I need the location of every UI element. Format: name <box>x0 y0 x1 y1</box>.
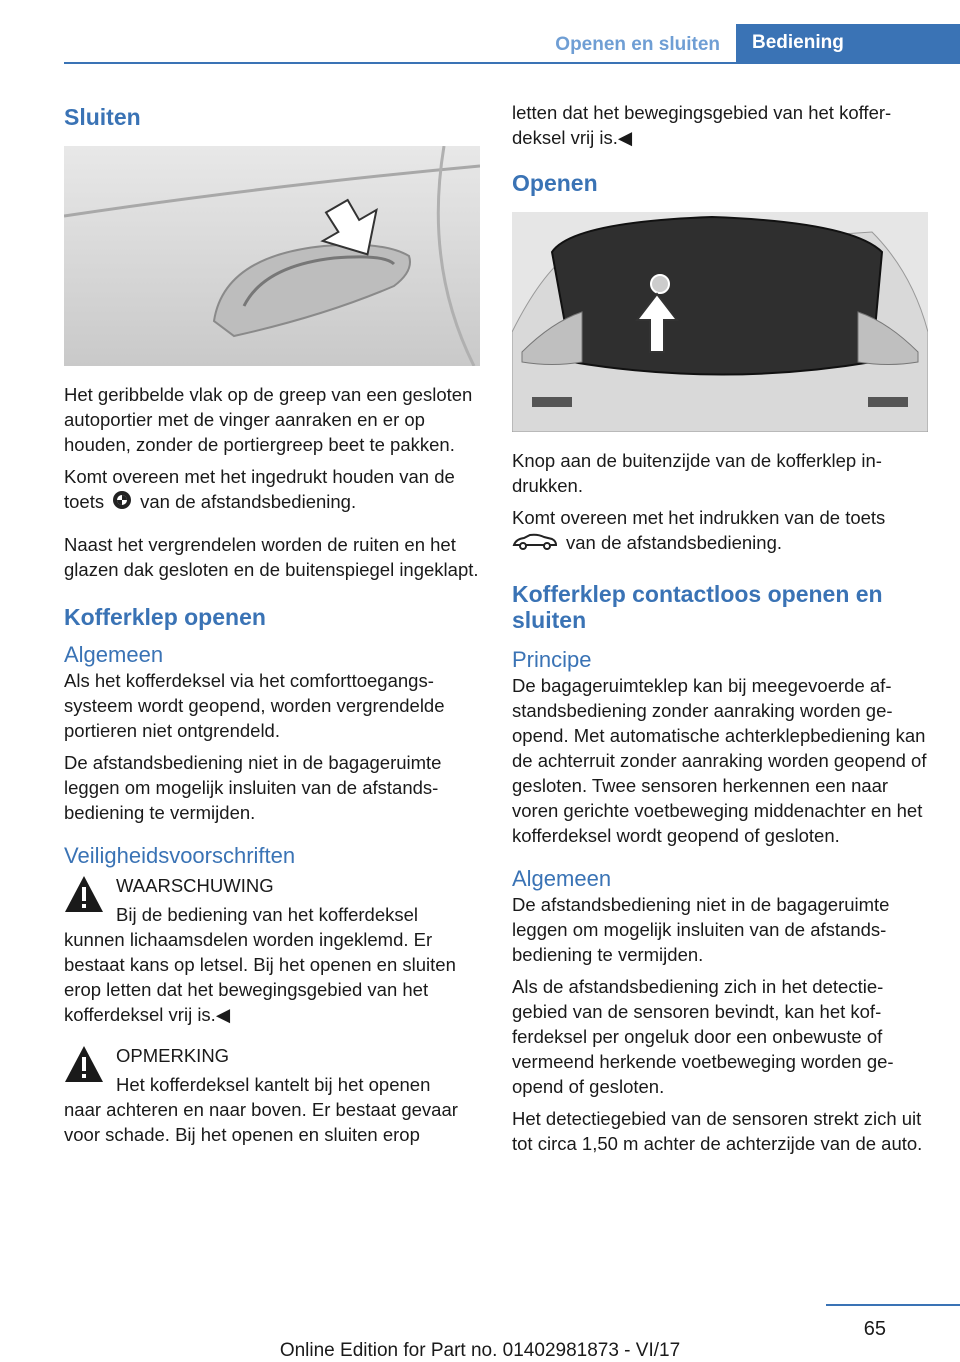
openen-paragraph-2 <box>512 505 928 557</box>
left-column <box>64 100 480 1154</box>
header-chapter-tab[interactable]: Bediening <box>736 24 960 62</box>
heading-sluiten: Sluiten <box>64 104 141 130</box>
note-text-rest: naar achteren en naar boven. Er bestaat gevaar voor schade. Bij het openen en sluiten erop <box>64 1099 458 1146</box>
heading-kofferklep-contactloos: Kofferklep contactloos openen en sluiten <box>512 580 883 633</box>
edition-footer: Online Edition for Part no. 01402981873 - VI/17 <box>279 1340 681 1361</box>
sluiten-paragraph-2b: van de afstandsbediening. <box>140 491 357 512</box>
heading-algemeen-left: Algemeen <box>64 642 164 668</box>
sluiten-paragraph-2 <box>64 464 480 516</box>
bmw-lock-button-icon <box>112 490 132 516</box>
principe-paragraph: De bagageruimteklep kan bij meegevoerde afstandsbediening zonder aanraking worden geopend. Met automatische achterklepbediening kan de achterruit zonder aanraking worden geopend of gesloten. Twee sensoren herkennen een naar voren gerichte voetbeweging middenachter en het kofferdeksel wordt geopend of gesloten. <box>512 674 927 846</box>
warning-text-line1: Bij de bediening van het kofferdeksel <box>116 904 419 926</box>
algemeen-right-paragraph-1: De afstandsbediening niet in de bagageruimte leggen om mogelijk insluiten van de afstandsbediening te vermijden. <box>512 893 890 965</box>
note-block <box>64 1043 480 1147</box>
page-number: 65 <box>863 1318 886 1340</box>
note-text-line1: Het kofferdeksel kantelt bij het openen <box>116 1074 431 1096</box>
heading-openen: Openen <box>512 170 598 196</box>
warning-block <box>64 873 480 1027</box>
footer-rule <box>826 1304 960 1306</box>
heading-veiligheidsvoorschriften: Veiligheidsvoorschriften <box>64 843 296 869</box>
car-trunk-button-icon <box>512 532 558 557</box>
continued-paragraph: letten dat het bewegingsgebied van het kofferdeksel vrij is.◀ <box>512 102 892 148</box>
trunk-lid-image <box>512 212 928 432</box>
heading-principe: Principe <box>512 646 592 672</box>
note-title: OPMERKING <box>116 1045 230 1067</box>
openen-paragraph-2b: van de afstandsbediening. <box>566 532 783 553</box>
algemeen-left-paragraph-1: Als het kofferdeksel via het comforttoegangssysteem wordt geopend, worden vergrendelde portieren niet ontgrendeld. <box>64 670 445 742</box>
warning-triangle-icon <box>64 875 104 913</box>
sluiten-paragraph-1: Het geribbelde vlak op de greep van een gesloten autoportier met de vinger aanraken en er op houden, zonder de portiergreep beet te pakken. <box>64 384 473 455</box>
algemeen-right-paragraph-2: Als de afstandsbediening zich in het detectiegebied van de sensoren bevindt, kan het kofferdeksel per ongeluk door een onbewuste of vermeend herkende voetbeweging worden geopend of gesloten. <box>512 975 894 1097</box>
sluiten-paragraph-3: Naast het vergrendelen worden de ruiten en het glazen dak gesloten en de buitenspiegel ingeklapt. <box>64 534 479 581</box>
openen-paragraph-1: Knop aan de buitenzijde van de kofferklep indrukken. <box>512 450 882 496</box>
algemeen-left-paragraph-2: De afstandsbediening niet in de bagageruimte leggen om mogelijk insluiten van de afstandsbediening te vermijden. <box>64 752 442 824</box>
warning-title: WAARSCHUWING <box>116 875 274 897</box>
algemeen-right-paragraph-3: Het detectiegebied van de sensoren strekt zich uit tot circa 1,50 m achter de achterzijde van de auto. <box>512 1107 923 1154</box>
sluiten-paragraph-2a: Komt overeen met het ingedrukt houden van de toets <box>64 466 455 512</box>
heading-algemeen-right: Algemeen <box>512 865 612 891</box>
heading-kofferklep-openen: Kofferklep openen <box>64 604 266 631</box>
right-column <box>512 100 928 1163</box>
door-handle-image <box>64 146 480 366</box>
note-triangle-icon <box>64 1045 104 1083</box>
page-header <box>64 24 960 64</box>
warning-text-rest: kunnen lichaamsdelen worden ingeklemd. Er bestaat kans op letsel. Bij het openen en sluiten erop letten dat het bewegingsgebied van het kofferdeksel vrij is.◀ <box>64 929 456 1026</box>
openen-paragraph-2a: Komt overeen met het indrukken van de toets <box>512 507 886 528</box>
header-section-tab[interactable]: Openen en sluiten <box>555 34 720 55</box>
